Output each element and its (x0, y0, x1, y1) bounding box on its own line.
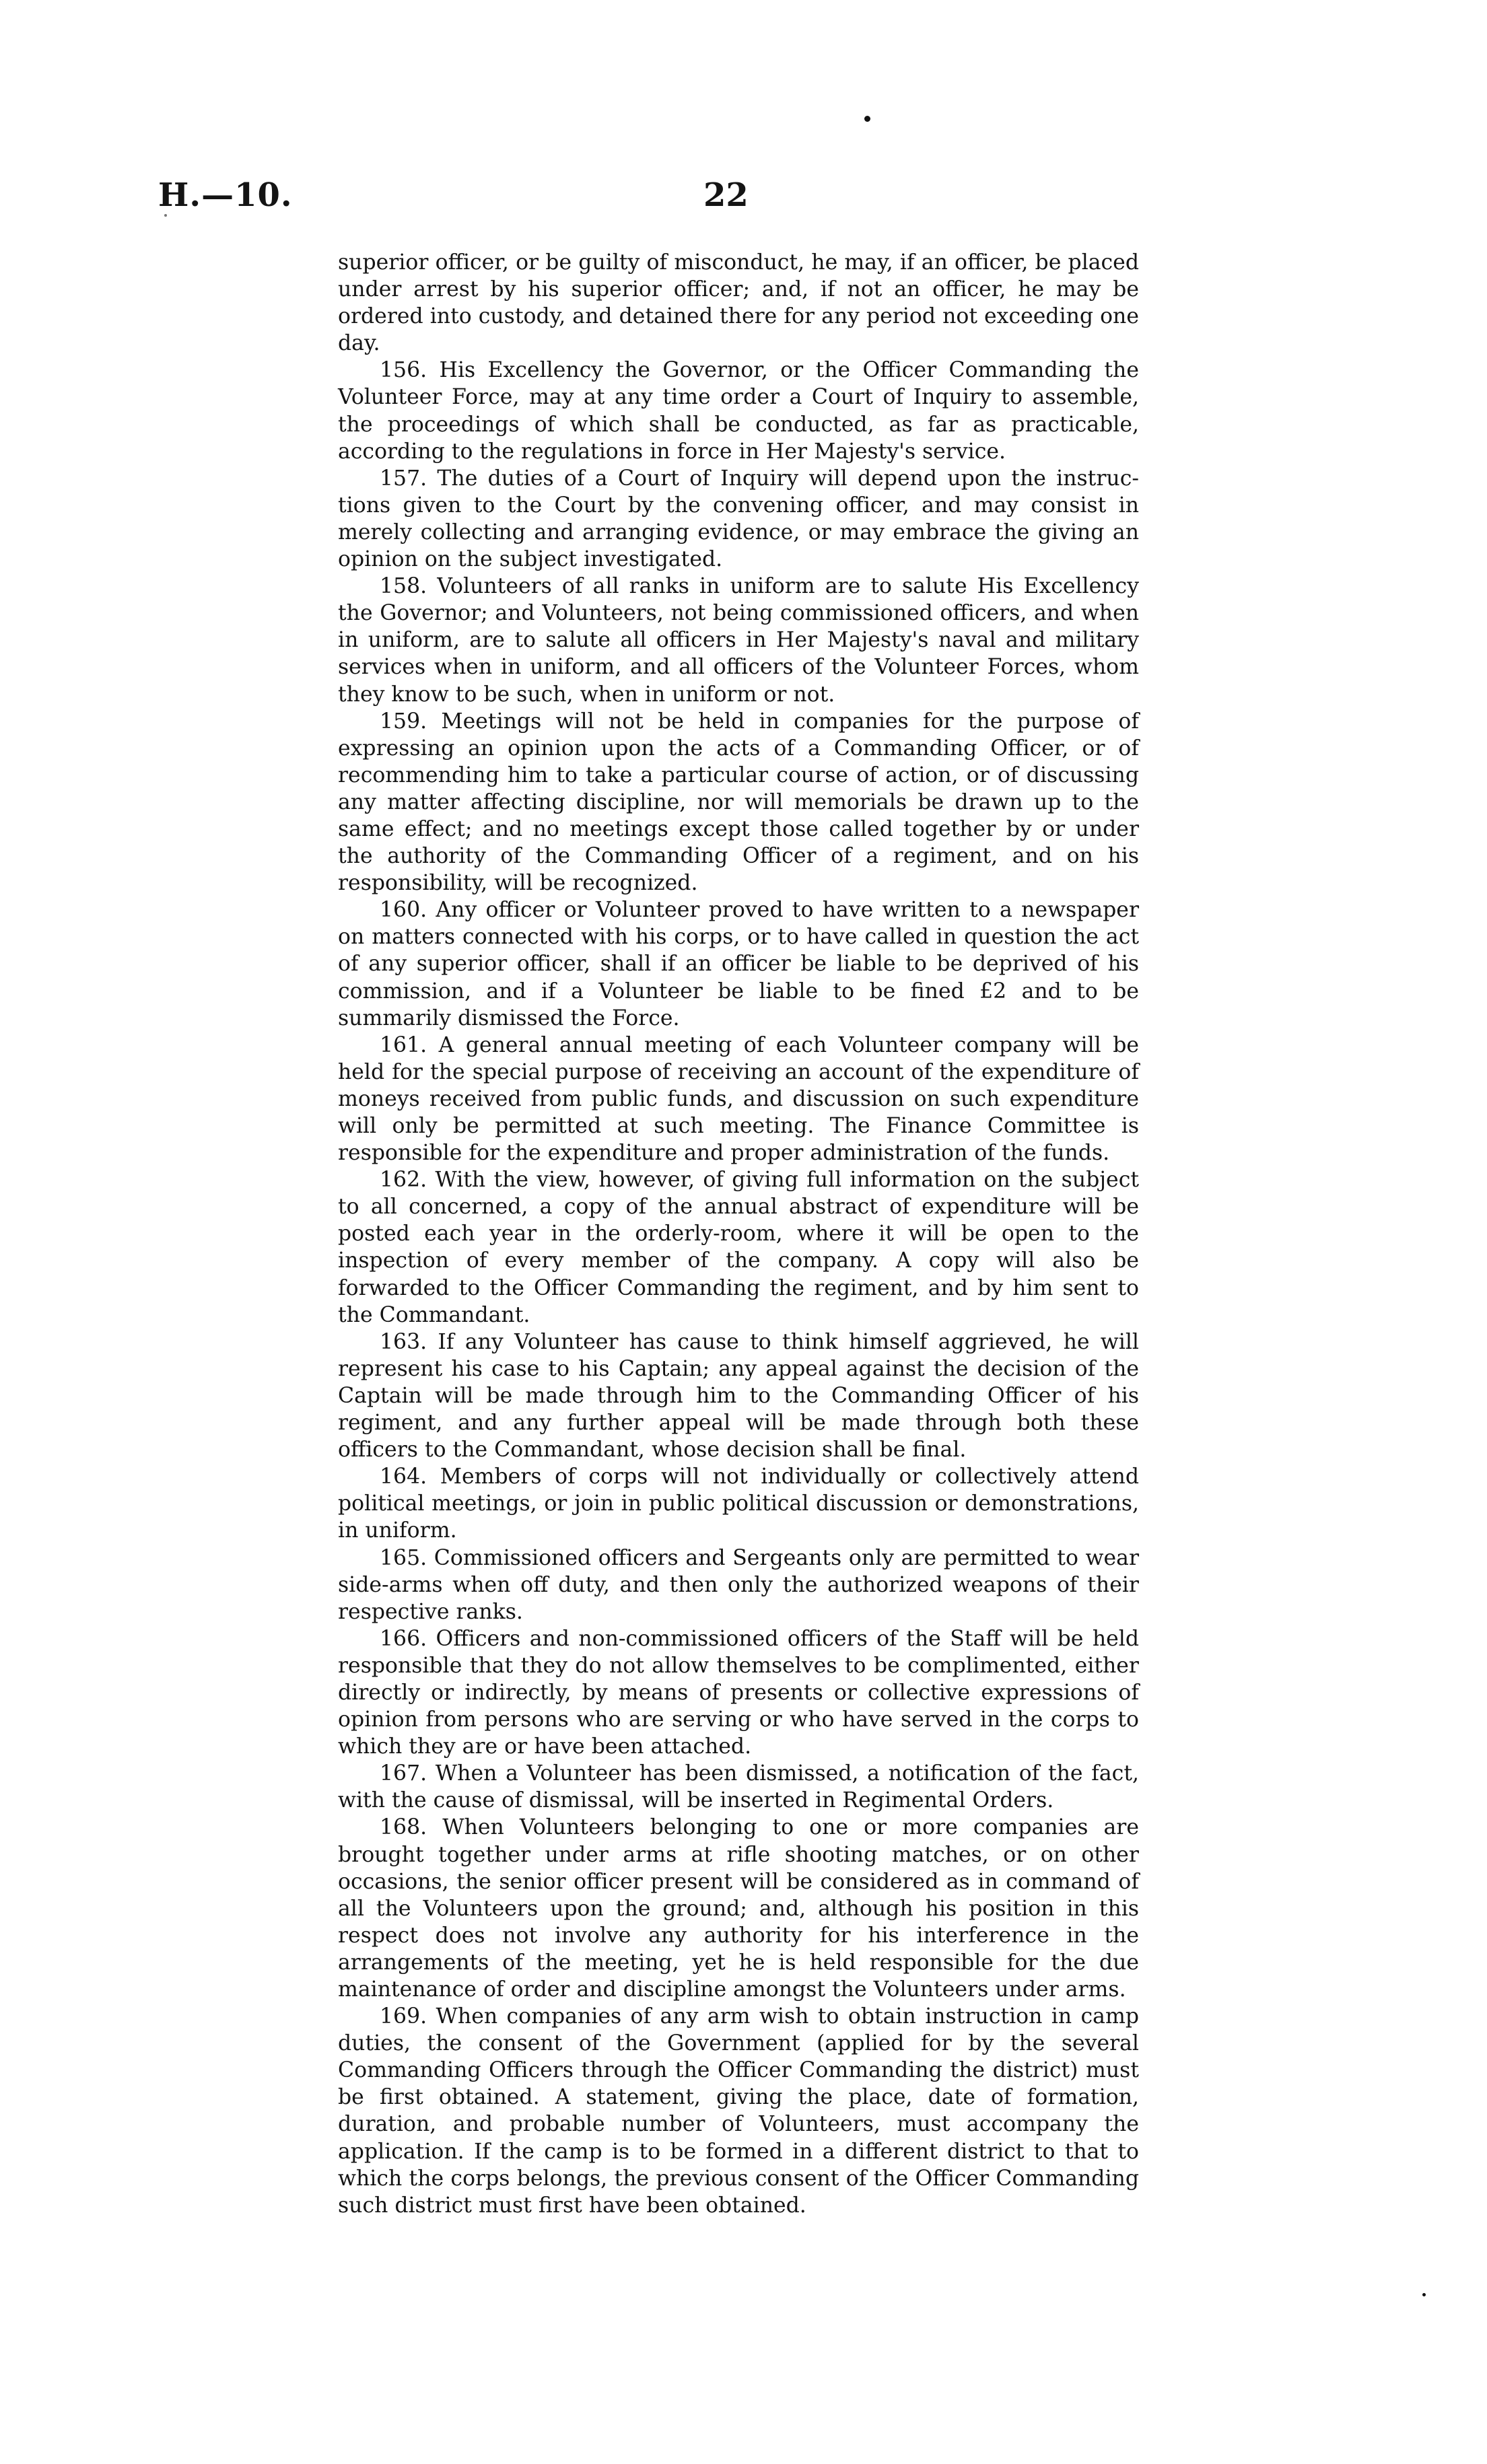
ink-speck (864, 116, 870, 122)
paragraph-162: 162. With the view, however, of giving full information on the subject to all concerned, a copy of the annual abstract of expenditure will be posted each year in the orderly-room, where it will be open to the inspection of every member of the company. A copy will also be forwarded to the Officer Commanding the regiment, and by him sent to the Commandant. (338, 1168, 1139, 1327)
paragraph-166: 166. Officers and non-commissioned officers of the Staff will be held responsible that they do not allow themselves to be complimented, either directly or indirectly, by means of presents or collective expressions of opinion from persons who are serving or who have served in the corps to which they are or have been attached. (338, 1626, 1139, 1759)
ink-speck (164, 214, 167, 217)
paragraph-164: 164. Members of corps will not individually or collectively attend political meetings, or join in public political discussion or demonstrations, in uniform. (338, 1465, 1139, 1543)
document-code: H.—10. (158, 176, 293, 214)
paragraph-161: 161. A general annual meeting of each Volunteer company will be held for the special purpose of receiving an account of the expenditure of moneys received from public funds, and discussion on such expenditure will only be permitted at such meeting. The Finance Committee is responsible for the expenditure and proper administration of the funds. (338, 1032, 1139, 1166)
paragraph-168: 168. When Volunteers belonging to one or more companies are brought together under arms at rifle shooting matches, or on other occasions, the senior officer present will be considered as in command of all the Volunteers upon the ground; and, although his position in this respect does not involve any authority for his interference in the arrangements of the meeting, yet he is held responsible for the due maintenance of order and discipline amongst the Volunteers under arms. (338, 1815, 1139, 2002)
paragraph-continuation: superior officer, or be guilty of misconduct, he may, if an officer, be placed under arrest by his superior officer; and, if not an officer, he may be ordered into custody, and detained there for any period not exceeding one day. (338, 250, 1139, 356)
ink-speck (1422, 2293, 1426, 2296)
paragraph-160: 160. Any officer or Volunteer proved to have written to a newspaper on matters connected with his corps, or to have called in question the act of any superior officer, shall if an officer be liable to be deprived of his commission, and if a Volunteer be liable to be fined £2 and to be summarily dismissed the Force. (338, 898, 1139, 1030)
paragraph-158: 158. Volunteers of all ranks in uniform are to salute His Excellency the Governor; and Volunteers, not being commissioned officers, and when in uniform, are to salute all officers in Her Majesty's naval and military services when in uniform, and all officers of the Volunteer Forces, whom they know to be such, when in uniform or not. (338, 574, 1139, 707)
paragraph-169: 169. When companies of any arm wish to obtain instruction in camp duties, the consent of the Government (applied for by the several Commanding Officers through the Officer Commanding the district) must be first obtained. A statement, giving the place, date of formation, duration, and probable number of Volunteers, must accompany the application. If the camp is to be formed in a different district to that to which the corps belongs, the previous consent of the Officer Commanding such district must first have been obtained. (338, 2004, 1139, 2218)
paragraph-167: 167. When a Volunteer has been dismissed, a notification of the fact, with the cause of dismissal, will be inserted in Regimental Orders. (338, 1761, 1139, 1813)
paragraph-156: 156. His Excellency the Governor, or the Officer Commanding the Volunteer Force, may at any time order a Court of Inquiry to assemble, the proceedings of which shall be conducted, as far as practicable, according to the regulations in force in Her Majesty's service. (338, 358, 1139, 464)
paragraph-159: 159. Meetings will not be held in companies for the purpose of expressing an opinion upon the acts of a Commanding Officer, or of recommending him to take a particular course of action, or of discussing any matter affecting discipline, nor will memorials be drawn up to the same effect; and no meetings except those called together by or under the authority of the Commanding Officer of a regiment, and on his responsibility, will be recognized. (338, 709, 1139, 896)
paragraph-163: 163. If any Volunteer has cause to think himself aggrieved, he will represent his case to his Captain; any appeal against the decision of the Captain will be made through him to the Commanding Officer of his regiment, and any further appeal will be made through both these officers to the Commandant, whose decision shall be final. (338, 1329, 1139, 1463)
paragraph-165: 165. Commissioned officers and Sergeants only are permitted to wear side-arms when off duty, and then only the authorized weapons of their respective ranks. (338, 1545, 1139, 1624)
paragraph-157: 157. The duties of a Court of Inquiry will depend upon the instructions given to the Court by the convening officer, and may consist in merely collecting and arranging evidence, or may embrace the giving an opinion on the subject investigated. (338, 466, 1139, 572)
page-number: 22 (703, 176, 749, 214)
body-text (338, 249, 1139, 2219)
